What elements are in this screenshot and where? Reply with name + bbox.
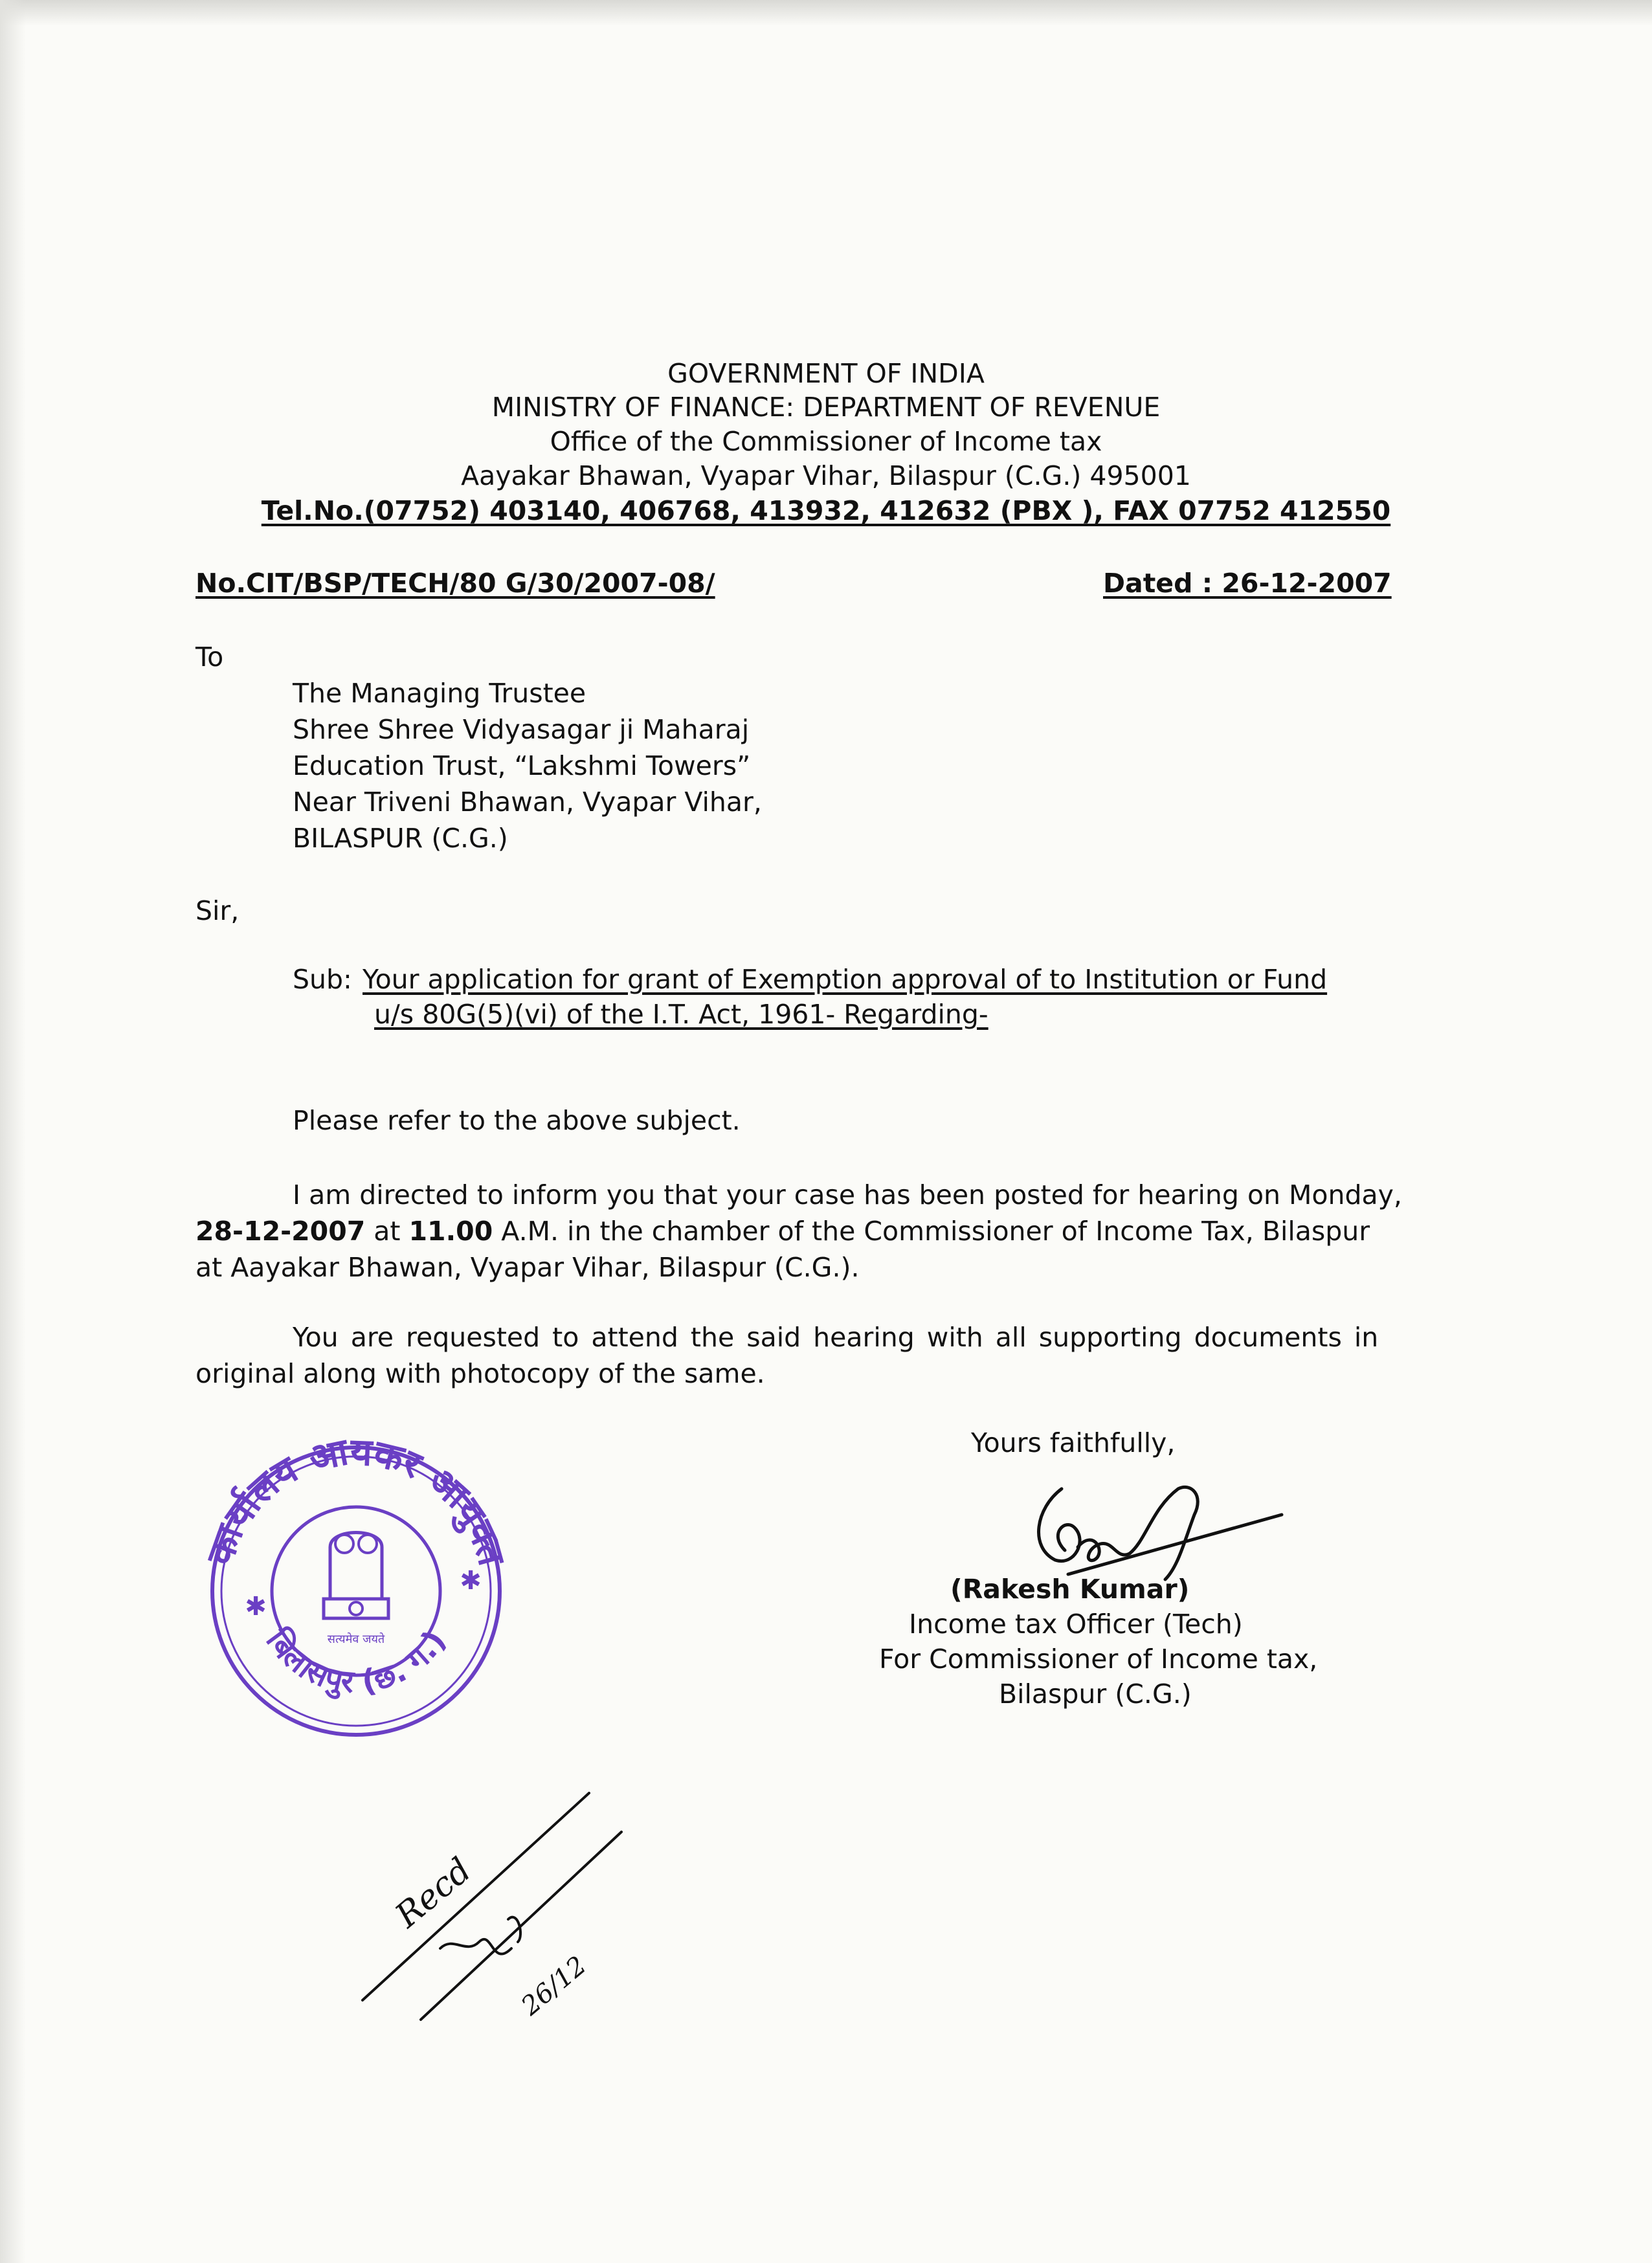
closing: Yours faithfully, [971, 1427, 1176, 1458]
header-contact: Tel.No.(07752) 403140, 406768, 413932, 412632 (PBX ), FAX 07752 412550 [261, 495, 1391, 526]
body-paragraph-refer: Please refer to the above subject. [293, 1105, 741, 1136]
reference-number: No.CIT/BSP/TECH/80 G/30/2007-08/ [195, 568, 715, 599]
reference-date: Dated : 26-12-2007 [1103, 568, 1392, 599]
hearing-time: 11.00 [408, 1216, 493, 1247]
body-text: at [365, 1216, 409, 1247]
addressee-line: Near Triveni Bhawan, Vyapar Vihar, [293, 786, 762, 818]
received-date: 26/12 [515, 1950, 592, 2022]
subject-prefix: Sub: [293, 964, 352, 995]
stamp-top-text: कार्यालय आयकर आयुक्त [197, 1429, 515, 1571]
body-line: at Aayakar Bhawan, Vyapar Vihar, Bilaspur (C.G.). [195, 1252, 860, 1283]
addressee-line: The Managing Trustee [293, 678, 586, 709]
addressee-line: Shree Shree Vidyasagar ji Maharaj [293, 714, 750, 745]
stamp-motto: सत्यमेव जयते [327, 1633, 385, 1646]
salutation: Sir, [195, 895, 240, 926]
body-line: I am directed to inform you that your case has been posted for hearing on Monday, [293, 1179, 1402, 1210]
to-label: To [195, 641, 224, 673]
signatory-place: Bilaspur (C.G.) [999, 1678, 1192, 1710]
addressee-line: Education Trust, “Lakshmi Towers” [293, 750, 751, 781]
signatory-for: For Commissioner of Income tax, [879, 1644, 1318, 1675]
body-text: A.M. in the chamber of the Commissioner of Income Tax, Bilaspur [493, 1216, 1370, 1247]
header-ministry: MINISTRY OF FINANCE: DEPARTMENT OF REVENUE [491, 392, 1161, 423]
stamp-star-icon: ✱ [460, 1566, 482, 1596]
addressee-line: BILASPUR (C.G.) [293, 823, 508, 854]
header-office: Office of the Commissioner of Income tax [550, 426, 1102, 457]
stamp-bottom-text: बिलासपुर (छ. ग.) [258, 1623, 453, 1700]
hearing-date: 28-12-2007 [195, 1216, 366, 1247]
header-address: Aayakar Bhawan, Vyapar Vihar, Bilaspur (C.G.) 495001 [461, 460, 1191, 491]
subject-line: Your application for grant of Exemption approval of to Institution or Fund [363, 964, 1328, 995]
subject-line: u/s 80G(5)(vi) of the I.T. Act, 1961- Regarding- [374, 999, 988, 1030]
body-line: original along with photocopy of the same. [195, 1358, 765, 1389]
received-text: Recd [388, 1850, 479, 1935]
header-government: GOVERNMENT OF INDIA [667, 358, 985, 389]
body-line: You are requested to attend the said hearing with all supporting documents in [293, 1322, 1379, 1353]
stamp-star-icon: ✱ [245, 1592, 267, 1622]
signatory-designation: Income tax Officer (Tech) [909, 1609, 1243, 1640]
signatory-name: (Rakesh Kumar) [950, 1574, 1190, 1605]
